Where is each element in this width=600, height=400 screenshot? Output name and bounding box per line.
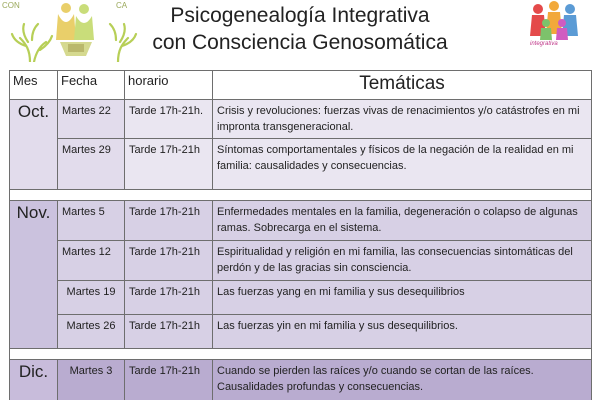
date-cell: Martes 19	[58, 281, 125, 315]
topic-cell: Las fuerzas yin en mi familia y sus desequilibrios.	[213, 315, 592, 349]
date-cell: Martes 26	[58, 315, 125, 349]
month-separator	[10, 349, 592, 360]
column-header-tematicas: Temáticas	[213, 71, 592, 100]
time-cell: Tarde 17h-21h	[125, 360, 213, 400]
time-cell: Tarde 17h-21h	[125, 201, 213, 241]
table-row	[10, 360, 592, 400]
date-cell: Martes 22	[58, 100, 125, 139]
title-line-2: con Consciencia Genosomática	[152, 31, 448, 54]
logo-hands-emblem	[0, 0, 150, 62]
date-cell: Martes 3	[58, 360, 125, 400]
hand-icon	[12, 24, 52, 62]
logo-right-text: integrativa	[530, 41, 558, 47]
time-cell: Tarde 17h-21h	[125, 281, 213, 315]
date-cell: Martes 5	[58, 201, 125, 241]
family-icon	[530, 1, 578, 40]
table-row	[10, 100, 592, 139]
table-row	[10, 315, 592, 349]
logo-text: CON	[2, 1, 20, 10]
logo-text: CA	[116, 1, 128, 10]
month-separator	[10, 190, 592, 201]
title-line-1: Psicogenealogía Integrativa	[170, 4, 430, 27]
time-cell: Tarde 17h-21h	[125, 241, 213, 281]
date-cell: Martes 12	[58, 241, 125, 281]
month-label-nov: Nov.	[10, 201, 58, 349]
table-row	[10, 139, 592, 190]
table-row	[10, 241, 592, 281]
column-header-mes: Mes	[10, 71, 58, 100]
figure-icon	[56, 3, 94, 56]
month-label-dic: Dic.	[10, 360, 58, 400]
topic-cell: Síntomas comportamentales y físicos de la negación de la realidad en mi familia: causalidades y consecuencias.	[213, 139, 592, 190]
schedule-table	[9, 70, 592, 400]
column-header-fecha: Fecha	[58, 71, 125, 100]
topic-cell: Crisis y revoluciones: fuerzas vivas de renacimientos y/o catástrofes en mi impronta transgeneracional.	[213, 100, 592, 139]
hand-icon	[110, 24, 136, 62]
time-cell: Tarde 17h-21h	[125, 139, 213, 190]
topic-cell: Espiritualidad y religión en mi familia, las consecuencias sintomáticas del perdón y de las gracias sin consciencia.	[213, 241, 592, 281]
page-title	[150, 2, 450, 56]
table-row	[10, 281, 592, 315]
table-row	[10, 201, 592, 241]
table-header-row	[10, 71, 592, 100]
topic-cell: Las fuerzas yang en mi familia y sus desequilibrios	[213, 281, 592, 315]
time-cell: Tarde 17h-21h	[125, 315, 213, 349]
date-cell: Martes 29	[58, 139, 125, 190]
column-header-horario: horario	[125, 71, 213, 100]
time-cell: Tarde 17h-21h.	[125, 100, 213, 139]
topic-cell: Enfermedades mentales en la familia, degeneración o colapso de algunas ramas. Sobrecarga en el sistema.	[213, 201, 592, 241]
topic-cell: Cuando se pierden las raíces y/o cuando se cortan de las raíces. Causalidades profundas y consecuencias.	[213, 360, 592, 400]
month-label-oct: Oct.	[10, 100, 58, 190]
